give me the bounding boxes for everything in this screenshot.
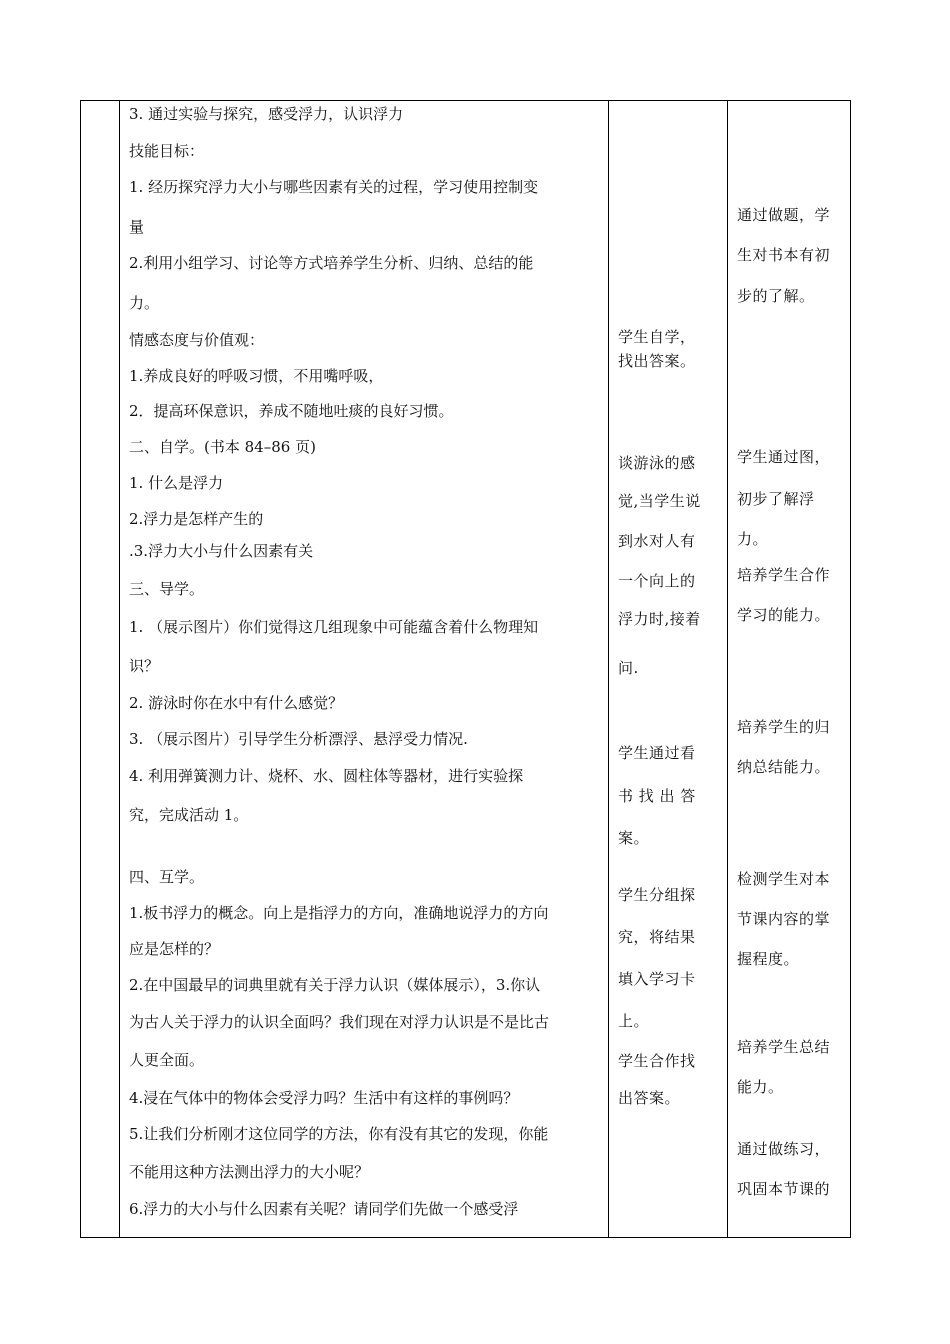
activity-line: 到水对人有 [618, 532, 696, 550]
intent-line: 步的了解。 [737, 287, 815, 305]
content-line: 应是怎样的？ [129, 940, 220, 958]
activity-line: 案。 [618, 829, 650, 847]
content-line: 二、自学。(书本 84–86 页) [129, 438, 316, 456]
content-line: 量 [129, 218, 145, 236]
content-line: 四、互学。 [129, 868, 205, 886]
content-line: 人更全面。 [129, 1051, 205, 1069]
design-intent-column [728, 101, 851, 1238]
intent-line: 培养学生合作 [737, 566, 831, 584]
activity-line: 书 找 出 答 [618, 787, 696, 805]
content-line: 1. 经历探究浮力大小与哪些因素有关的过程，学习使用控制变 [129, 178, 539, 196]
design-intent [728, 101, 850, 1237]
intent-line: 检测学生对本 [737, 870, 831, 888]
content-line: 4. 利用弹簧测力计、烧杯、水、圆柱体等器材，进行实验探 [129, 767, 524, 785]
student-activity [609, 101, 727, 1237]
content-line: .3.浮力大小与什么因素有关 [129, 542, 314, 560]
blank-left-column [81, 101, 120, 1238]
intent-line: 节课内容的掌 [737, 910, 831, 928]
activity-line: 问. [618, 659, 639, 677]
content-line: 1. 什么是浮力 [129, 474, 224, 492]
lesson-plan-table [80, 100, 851, 1238]
intent-line: 学生通过图， [737, 448, 831, 466]
activity-line: 出答案。 [618, 1089, 681, 1107]
intent-line: 初步了解浮 [737, 490, 815, 508]
content-line: 1.养成良好的呼吸习惯，不用嘴呼吸， [129, 367, 384, 385]
activity-line: 上。 [618, 1012, 650, 1030]
student-activity-column [609, 101, 728, 1238]
content-line: 2.利用小组学习、讨论等方式培养学生分析、归纳、总结的能 [129, 254, 534, 272]
intent-line: 握程度。 [737, 950, 800, 968]
content-line: 1.板书浮力的概念。向上是指浮力的方向，准确地说浮力的方向 [129, 904, 549, 922]
intent-line: 生对书本有初 [737, 246, 831, 264]
activity-line: 浮力时,接着 [618, 610, 701, 628]
activity-line: 学生通过看 [618, 744, 696, 762]
content-line: 3. 通过实验与探究，感受浮力，认识浮力 [129, 105, 404, 123]
teaching-content [120, 101, 608, 1237]
activity-line: 学生自学， [618, 328, 696, 346]
intent-line: 能力。 [737, 1078, 784, 1096]
content-line: 2．提高环保意识，养成不随地吐痰的良好习惯。 [129, 402, 454, 420]
content-line: 2.浮力是怎样产生的 [129, 510, 264, 528]
content-line: 究，完成活动 1。 [129, 806, 249, 824]
teaching-content-column [120, 101, 609, 1238]
activity-line: 填入学习卡 [618, 970, 696, 988]
activity-line: 觉,当学生说 [618, 492, 701, 510]
table-row [81, 101, 851, 1238]
activity-line: 学生分组探 [618, 886, 696, 904]
activity-line: 谈游泳的感 [618, 454, 696, 472]
content-line: 5.让我们分析刚才这位同学的方法，你有没有其它的发现，你能 [129, 1125, 549, 1143]
activity-line: 找出答案。 [618, 352, 696, 370]
content-line: 识？ [129, 657, 160, 675]
activity-line: 学生合作找 [618, 1052, 696, 1070]
content-line: 技能目标： [129, 142, 205, 160]
content-line: 3. （展示图片）引导学生分析漂浮、悬浮受力情况. [129, 730, 468, 748]
intent-line: 纳总结能力。 [737, 758, 831, 776]
content-line: 力。 [129, 294, 160, 312]
content-line: 三、导学。 [129, 580, 205, 598]
intent-line: 通过做练习， [737, 1140, 831, 1158]
content-line: 2.在中国最早的词典里就有关于浮力认识（媒体展示），3.你认 [129, 976, 541, 994]
intent-line: 力。 [737, 530, 769, 548]
content-line: 情感态度与价值观： [129, 331, 265, 349]
content-line: 4.浸在气体中的物体会受浮力吗？生活中有这样的事例吗？ [129, 1089, 519, 1107]
content-line: 不能用这种方法测出浮力的大小呢？ [129, 1163, 370, 1181]
intent-line: 巩固本节课的 [737, 1180, 831, 1198]
content-line: 2. 游泳时你在水中有什么感觉？ [129, 694, 344, 712]
intent-line: 培养学生总结 [737, 1038, 831, 1056]
intent-line: 通过做题，学 [737, 206, 831, 224]
activity-line: 一个向上的 [618, 572, 696, 590]
content-line: 6.浮力的大小与什么因素有关呢？请同学们先做一个感受浮 [129, 1200, 519, 1218]
content-line: 1. （展示图片）你们觉得这几组现象中可能蕴含着什么物理知 [129, 618, 539, 636]
intent-line: 学习的能力。 [737, 606, 831, 624]
activity-line: 究，将结果 [618, 928, 696, 946]
content-line: 为古人关于浮力的认识全面吗？我们现在对浮力认识是不是比古 [129, 1013, 550, 1031]
intent-line: 培养学生的归 [737, 718, 831, 736]
